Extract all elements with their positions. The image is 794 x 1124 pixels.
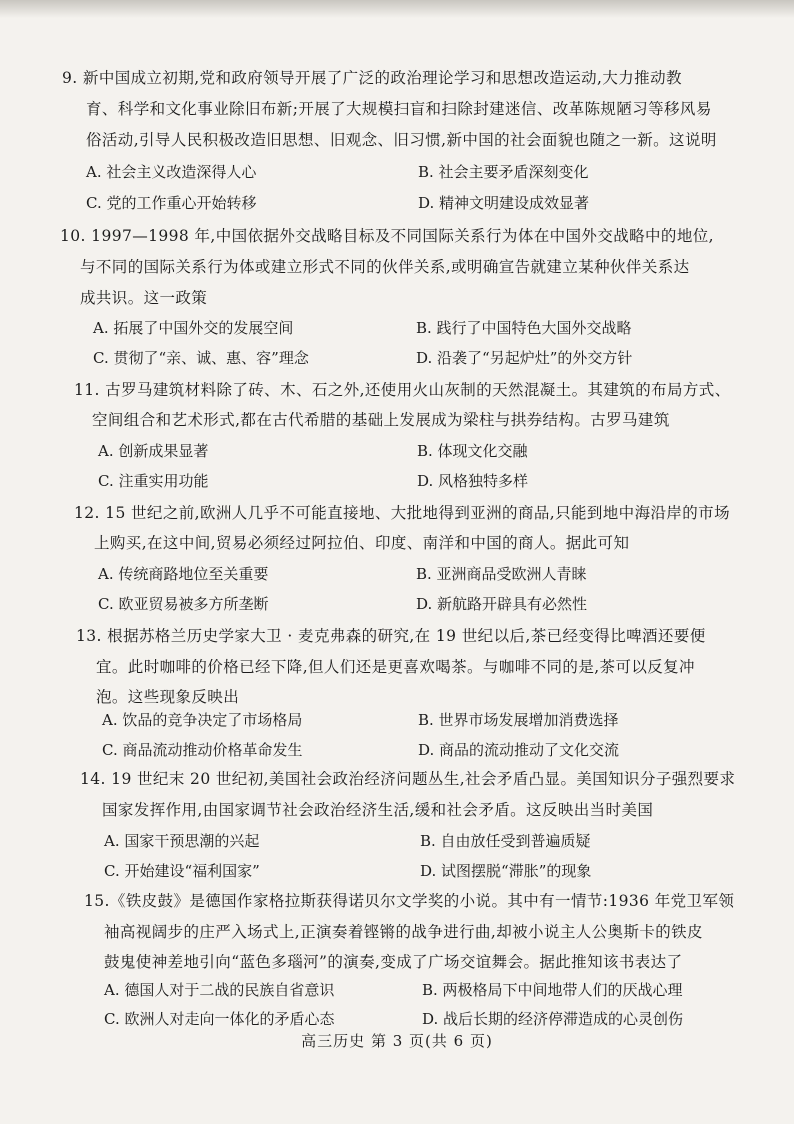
question-text-line: 俗活动,引导人民积极改造旧思想、旧观念、旧习惯,新中国的社会面貌也随之一新。这说明 [86, 131, 717, 149]
option-d: D. 沿袭了“另起炉灶”的外交方针 [416, 349, 633, 367]
option-c: C. 商品流动推动价格革命发生 [102, 741, 303, 759]
option-d: D. 新航路开辟具有必然性 [416, 595, 588, 613]
question-text-line: 15.《铁皮鼓》是德国作家格拉斯获得诺贝尔文学奖的小说。其中有一情节:1936 年党卫军领 [84, 892, 735, 910]
option-c: C. 党的工作重心开始转移 [86, 194, 257, 212]
question-text-line: 11. 古罗马建筑材料除了砖、木、石之外,还使用火山灰制的天然混凝土。其建筑的布局方式、 [74, 381, 731, 399]
option-a: A. 国家干预思潮的兴起 [104, 832, 260, 850]
option-d: D. 精神文明建设成效显著 [418, 194, 590, 212]
option-b: B. 践行了中国特色大国外交战略 [416, 319, 632, 337]
option-c: C. 欧洲人对走向一体化的矛盾心态 [104, 1010, 335, 1028]
page-footer: 高三历史 第 3 页(共 6 页) [301, 1032, 493, 1050]
question-text-line: 鼓鬼使神差地引向“蓝色多瑙河”的演奏,变成了广场交谊舞会。据此推知该书表达了 [104, 953, 683, 971]
question-text-line: 与不同的国际关系行为体或建立形式不同的伙伴关系,或明确宣告就建立某种伙伴关系达 [80, 258, 690, 276]
question-text-line: 袖高视阔步的庄严入场式上,正演奏着铿锵的战争进行曲,却被小说主人公奥斯卡的铁皮 [104, 923, 703, 941]
option-a: A. 传统商路地位至关重要 [98, 565, 269, 583]
option-b: B. 社会主要矛盾深刻变化 [418, 163, 589, 181]
option-b: B. 亚洲商品受欧洲人青睐 [416, 565, 587, 583]
option-d: D. 商品的流动推动了文化交流 [418, 741, 620, 759]
option-b: B. 世界市场发展增加消费选择 [418, 711, 619, 729]
question-text-line: 9. 新中国成立初期,党和政府领导开展了广泛的政治理论学习和思想改造运动,大力推动教 [62, 69, 682, 87]
question-text-line: 14. 19 世纪末 20 世纪初,美国社会政治经济问题丛生,社会矛盾凸显。美国知识分子强烈要求 [80, 770, 736, 788]
scan-edge-shadow [0, 0, 794, 18]
option-a: A. 创新成果显著 [98, 442, 209, 460]
question-text-line: 国家发挥作用,由国家调节社会政治经济生活,缓和社会矛盾。这反映出当时美国 [102, 801, 654, 819]
option-a: A. 德国人对于二战的民族自省意识 [104, 981, 335, 999]
option-a: A. 饮品的竞争决定了市场格局 [102, 711, 303, 729]
question-text-line: 空间组合和艺术形式,都在古代希腊的基础上发展成为梁柱与拱券结构。古罗马建筑 [92, 411, 670, 429]
question-text-line: 成共识。这一政策 [80, 289, 208, 307]
option-d: D. 风格独特多样 [417, 472, 529, 490]
question-text-line: 泡。这些现象反映出 [96, 688, 240, 706]
question-text-line: 10. 1997—1998 年,中国依据外交战略目标及不同国际关系行为体在中国外交战略中的地位, [60, 227, 714, 245]
option-c: C. 欧亚贸易被多方所垄断 [98, 595, 269, 613]
option-b: B. 两极格局下中间地带人们的厌战心理 [422, 981, 683, 999]
option-d: D. 试图摆脱“滞胀”的现象 [420, 862, 592, 880]
option-a: A. 社会主义改造深得人心 [86, 163, 257, 181]
option-d: D. 战后长期的经济停滞造成的心灵创伤 [422, 1010, 684, 1028]
question-text-line: 12. 15 世纪之前,欧洲人几乎不可能直接地、大批地得到亚洲的商品,只能到地中海沿岸的市场 [74, 504, 730, 522]
question-text-line: 宜。此时咖啡的价格已经下降,但人们还是更喜欢喝茶。与咖啡不同的是,茶可以反复冲 [96, 658, 695, 676]
option-a: A. 拓展了中国外交的发展空间 [93, 319, 294, 337]
option-c: C. 开始建设“福利国家” [104, 862, 260, 880]
question-text-line: 13. 根据苏格兰历史学家大卫 · 麦克弗森的研究,在 19 世纪以后,茶已经变得比啤酒还要便 [76, 627, 706, 645]
option-b: B. 自由放任受到普遍质疑 [420, 832, 591, 850]
option-b: B. 体现文化交融 [417, 442, 528, 460]
option-c: C. 贯彻了“亲、诚、惠、容”理念 [93, 349, 309, 367]
question-text-line: 育、科学和文化事业除旧布新;开展了大规模扫盲和扫除封建迷信、改革陈规陋习等移风易 [86, 100, 712, 118]
option-c: C. 注重实用功能 [98, 472, 209, 490]
question-text-line: 上购买,在这中间,贸易必须经过阿拉伯、印度、南洋和中国的商人。据此可知 [94, 534, 630, 552]
